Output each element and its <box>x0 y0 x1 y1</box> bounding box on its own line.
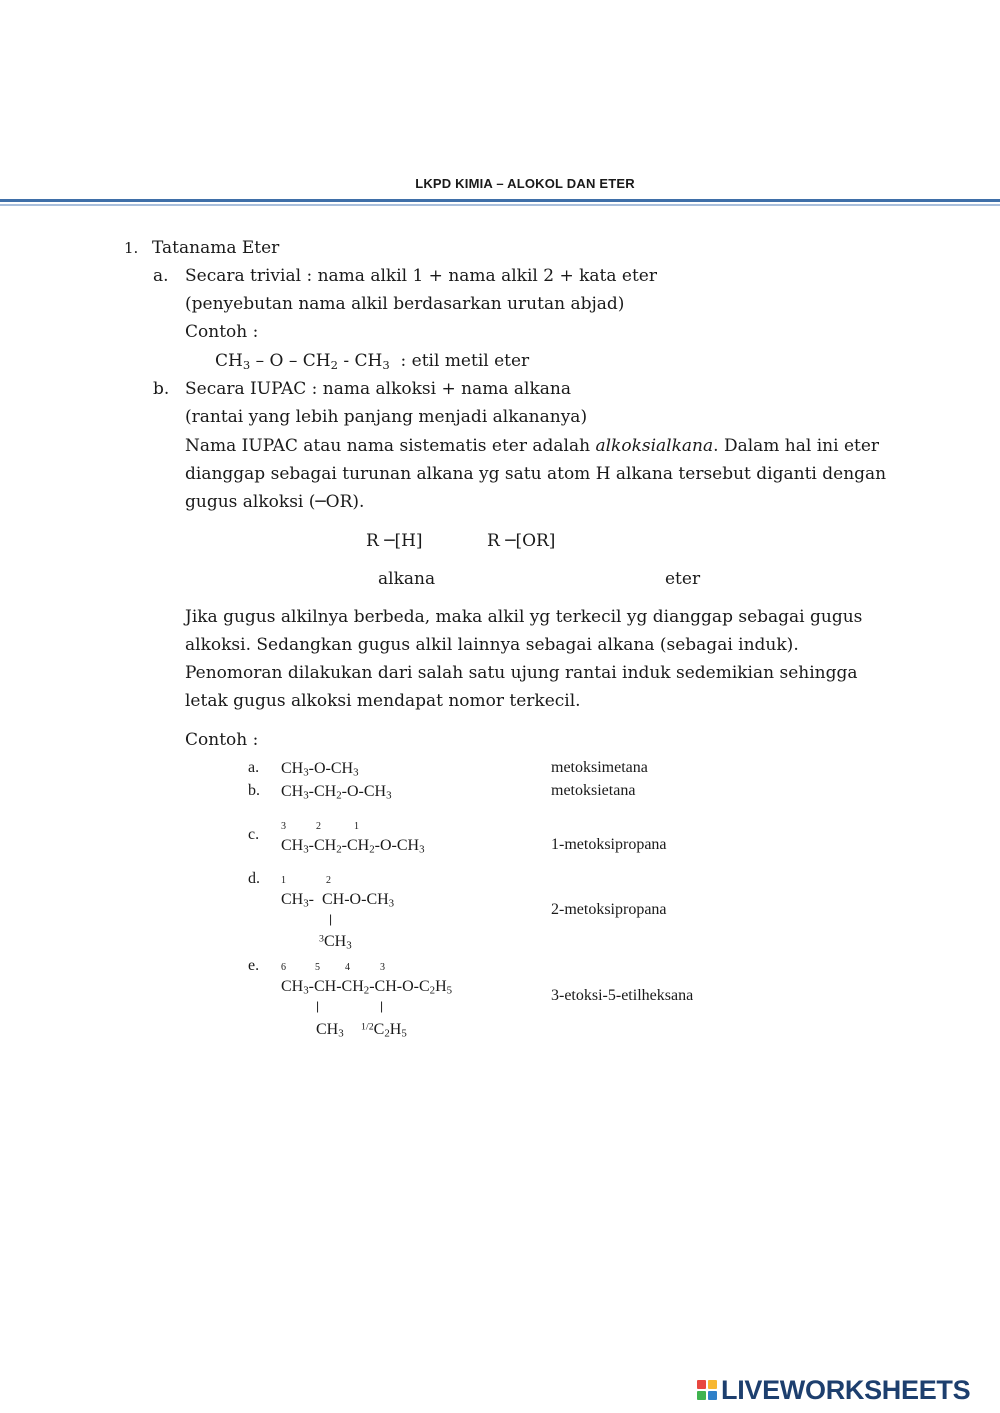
liveworksheets-brand: LIVEWORKSHEETS <box>721 1375 971 1405</box>
iupac-rule: Secara IUPAC : nama alkoksi + nama alkana <box>185 379 571 399</box>
italic-term: alkoksialkana <box>595 436 714 456</box>
carbon-number: 5 <box>315 962 320 973</box>
example-formula: $CH_3-CH_2-O-CH_3$ <box>281 783 392 802</box>
section-title: Tatanama Eter <box>152 238 280 258</box>
example-marker: e. <box>248 957 260 974</box>
carbon-number: 3 <box>319 933 324 945</box>
header-rule <box>0 199 1000 202</box>
logo-tile <box>708 1380 717 1389</box>
example-formula: $CH_3-$ $CH-O-CH_3$ <box>281 891 395 910</box>
rule-paragraph-line: letak gugus alkoksi mendapat nomor terkecil. <box>185 691 581 711</box>
bond-line: | <box>316 999 320 1013</box>
carbon-number: 2 <box>326 875 331 886</box>
example-marker: c. <box>248 826 260 843</box>
carbon-number: 1 <box>354 821 359 832</box>
item-a-marker: a. <box>153 266 169 286</box>
branch-group: $CH_3$ <box>316 1021 344 1040</box>
contoh-label: Contoh : <box>185 322 259 342</box>
bond-line: | <box>329 912 333 926</box>
rule-paragraph-line: Jika gugus alkilnya berbeda, maka alkil yg terkecil yg dianggap sebagai gugus <box>185 607 863 627</box>
example-marker: d. <box>248 870 260 887</box>
logo-tile <box>697 1380 706 1389</box>
example-marker: b. <box>248 782 260 799</box>
formula-eter: R ─[OR] <box>487 531 556 551</box>
logo-tile <box>708 1391 717 1400</box>
trivial-rule: Secara trivial : nama alkil 1 + nama alkil 2 + kata eter <box>185 266 657 286</box>
rule-paragraph-line: alkoksi. Sedangkan gugus alkil lainnya sebagai alkana (sebagai induk). <box>185 635 799 655</box>
carbon-number: 1 <box>281 875 286 886</box>
example-name: metoksietana <box>551 782 636 799</box>
document-header-title: LKPD KIMIA – ALOKOL DAN ETER <box>415 176 635 191</box>
branch-group: $^{1/2}C_2H_5$ <box>361 1021 407 1040</box>
iupac-paragraph-line: dianggap sebagai turunan alkana yg satu atom H alkana tersebut diganti dengan <box>185 464 887 484</box>
carbon-number: 4 <box>345 962 350 973</box>
bond-line: | <box>380 999 384 1013</box>
example-formula: $CH_3-CH-CH_2-CH-O-C_2H_5$ <box>281 978 453 997</box>
logo-tile <box>697 1391 706 1400</box>
label-alkana: alkana <box>378 569 436 589</box>
example-name: 2-metoksipropana <box>551 901 667 918</box>
example-marker: a. <box>248 759 260 776</box>
carbon-number: 6 <box>281 962 286 973</box>
item-b-marker: b. <box>153 379 170 399</box>
carbon-number: 3 <box>281 821 286 832</box>
label-eter: eter <box>665 569 701 589</box>
example-name: 1-metoksipropana <box>551 836 667 853</box>
formula-alkana: R ─[H] <box>366 531 423 551</box>
example-formula: $CH_3-CH_2-CH_2-O-CH_3$ <box>281 837 425 856</box>
carbon-number: 3 <box>380 962 385 973</box>
rule-paragraph-line: Penomoran dilakukan dari salah satu ujung rantai induk sedemikian sehingga <box>185 663 858 683</box>
carbon-number: 1/2 <box>361 1021 374 1033</box>
contoh-label: Contoh : <box>185 730 259 750</box>
trivial-example-formula: $CH_3$ – O – $CH_2 - CH_3$ : etil metil eter <box>215 351 530 372</box>
iupac-paragraph-line: Nama IUPAC atau nama sistematis eter adalah alkoksialkana. Dalam hal ini eter <box>185 436 880 456</box>
carbon-number: 2 <box>316 821 321 832</box>
liveworksheets-logo-icon <box>697 1380 719 1402</box>
iupac-paragraph-line: gugus alkoksi (─OR). <box>185 492 365 512</box>
header-rule-shadow <box>0 204 1000 206</box>
trivial-example-name: : etil metil eter <box>400 351 530 371</box>
section-number: 1. <box>124 239 139 257</box>
iupac-note: (rantai yang lebih panjang menjadi alkananya) <box>185 407 588 427</box>
trivial-note: (penyebutan nama alkil berdasarkan urutan abjad) <box>185 294 625 314</box>
example-formula: $CH_3-O-CH_3$ <box>281 760 359 779</box>
example-name: 3-etoksi-5-etilheksana <box>551 987 694 1004</box>
branch-group: $^3CH_3$ <box>319 933 352 952</box>
example-name: metoksimetana <box>551 759 648 776</box>
